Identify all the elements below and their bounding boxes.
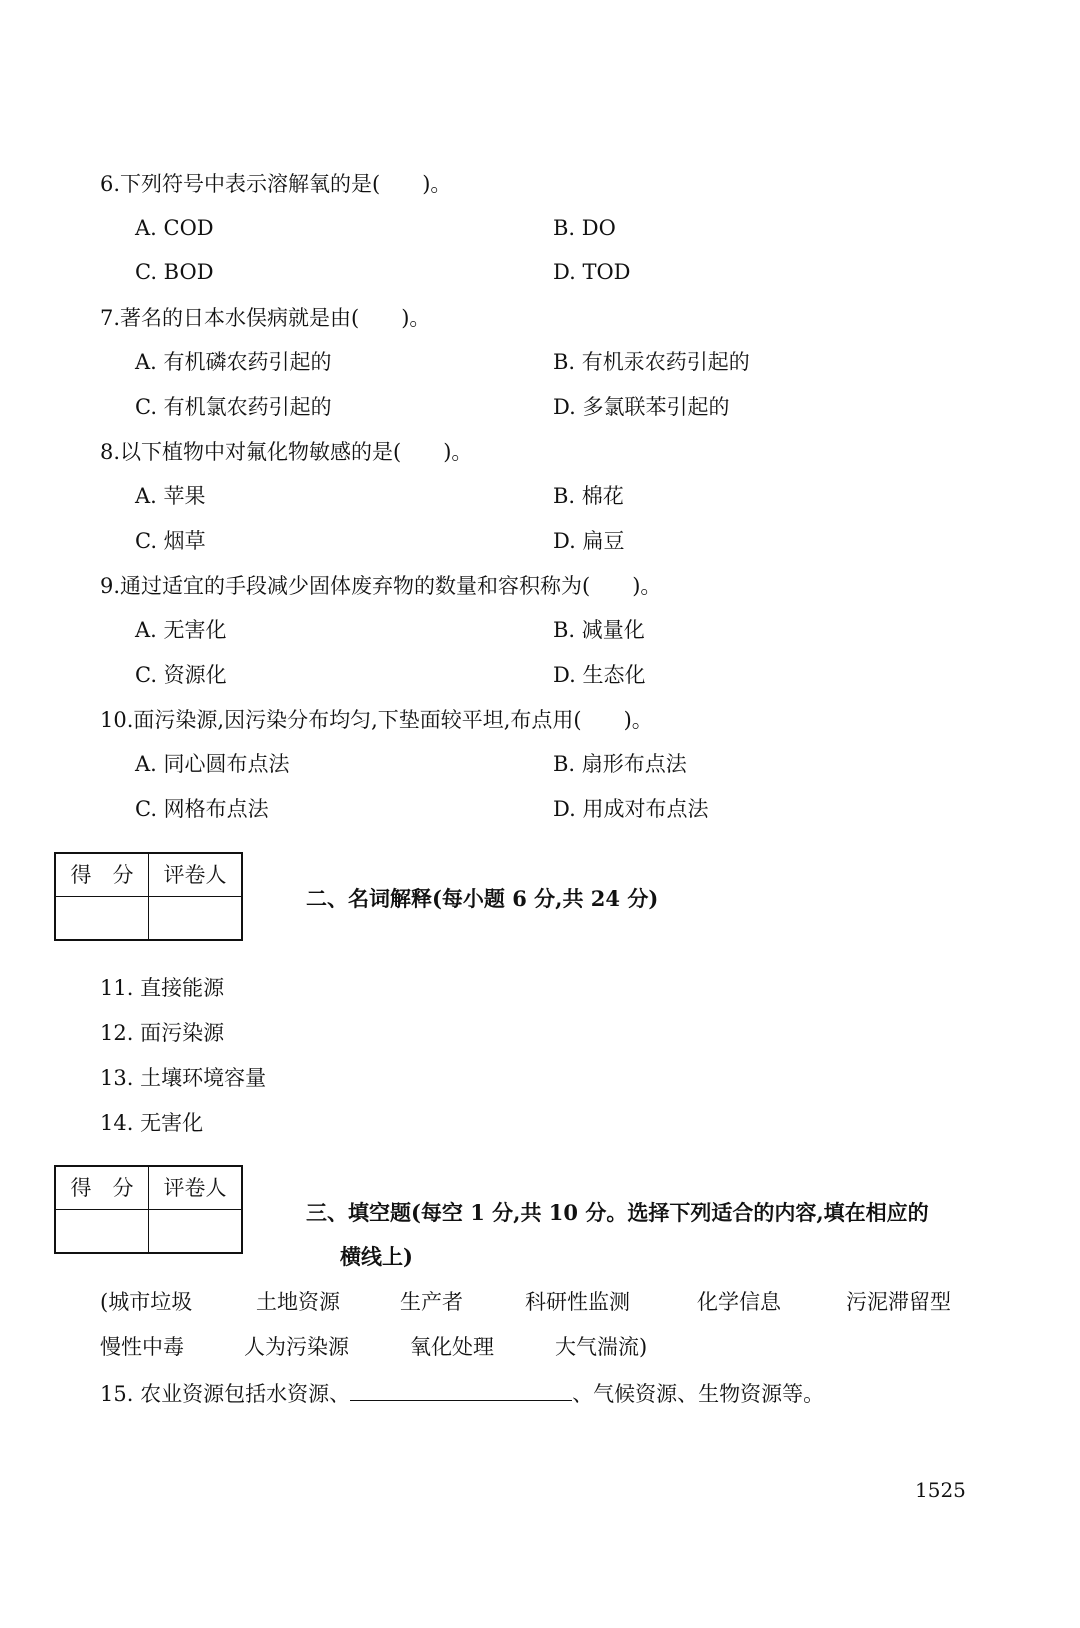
answer-blank[interactable]: [350, 1382, 572, 1401]
word-bank-item: 化学信息: [697, 1290, 781, 1314]
question-7-option-d: D. 多氯联苯引起的: [553, 395, 730, 419]
question-7-option-a: A. 有机磷农药引起的: [135, 350, 332, 374]
word-bank-item: 生产者: [400, 1290, 463, 1314]
grader-label: 评卷人: [149, 1166, 243, 1210]
word-bank-item: 人为污染源: [244, 1335, 349, 1359]
score-cell: [55, 1210, 149, 1254]
section-3-title-line-2: 横线上): [340, 1244, 413, 1269]
word-bank-item: 大气湍流): [555, 1335, 648, 1359]
term-item-11: 11. 直接能源: [100, 976, 225, 1000]
question-15-text-after: 、气候资源、生物资源等。: [572, 1382, 825, 1406]
score-label: 得 分: [55, 853, 149, 897]
question-9-option-a: A. 无害化: [135, 618, 227, 642]
question-9-option-b: B. 减量化: [553, 618, 645, 642]
grader-cell: [149, 1210, 243, 1254]
word-bank-item: 氧化处理: [410, 1335, 494, 1359]
word-bank-item: 污泥滞留型: [846, 1290, 951, 1314]
question-6-option-b: B. DO: [553, 216, 616, 240]
question-6-option-a: A. COD: [135, 216, 214, 240]
question-8-option-a: A. 苹果: [135, 484, 206, 508]
score-cell: [55, 897, 149, 941]
word-bank-item: 土地资源: [256, 1290, 340, 1314]
question-6-stem: 6.下列符号中表示溶解氧的是( )。: [100, 172, 452, 196]
word-bank-item: 科研性监测: [525, 1290, 630, 1314]
question-6-option-d: D. TOD: [553, 260, 631, 284]
word-bank-item: (城市垃圾: [100, 1290, 193, 1314]
question-10-option-a: A. 同心圆布点法: [135, 752, 290, 776]
question-10-stem: 10.面污染源,因污染分布均匀,下垫面较平坦,布点用( )。: [100, 708, 653, 732]
question-8-option-d: D. 扁豆: [553, 529, 625, 553]
question-10-option-c: C. 网格布点法: [135, 797, 269, 821]
term-item-12: 12. 面污染源: [100, 1021, 225, 1045]
question-8-option-b: B. 棉花: [553, 484, 624, 508]
page-number: 1525: [915, 1478, 966, 1502]
grader-label: 评卷人: [149, 853, 243, 897]
section-3-title-line-1: 三、填空题(每空 1 分,共 10 分。选择下列适合的内容,填在相应的: [306, 1200, 929, 1225]
section-2-title: 二、名词解释(每小题 6 分,共 24 分): [306, 886, 659, 911]
question-9-stem: 9.通过适宜的手段减少固体废弃物的数量和容积称为( )。: [100, 574, 662, 598]
question-9-option-d: D. 生态化: [553, 663, 646, 687]
question-7-stem: 7.著名的日本水俣病就是由( )。: [100, 306, 431, 330]
term-item-13: 13. 土壤环境容量: [100, 1066, 267, 1090]
score-table-section-2: [54, 852, 243, 941]
question-9-option-c: C. 资源化: [135, 663, 227, 687]
question-15: [100, 1382, 824, 1405]
grader-cell: [149, 897, 243, 941]
score-label: 得 分: [55, 1166, 149, 1210]
question-10-option-d: D. 用成对布点法: [553, 797, 709, 821]
term-item-14: 14. 无害化: [100, 1111, 204, 1135]
question-8-stem: 8.以下植物中对氟化物敏感的是( )。: [100, 440, 473, 464]
question-10-option-b: B. 扇形布点法: [553, 752, 687, 776]
question-7-option-b: B. 有机汞农药引起的: [553, 350, 750, 374]
question-8-option-c: C. 烟草: [135, 529, 206, 553]
score-table-section-3: [54, 1165, 243, 1254]
question-7-option-c: C. 有机氯农药引起的: [135, 395, 332, 419]
word-bank-item: 慢性中毒: [100, 1335, 184, 1359]
question-15-text-before: 15. 农业资源包括水资源、: [100, 1382, 351, 1406]
question-6-option-c: C. BOD: [135, 260, 214, 284]
